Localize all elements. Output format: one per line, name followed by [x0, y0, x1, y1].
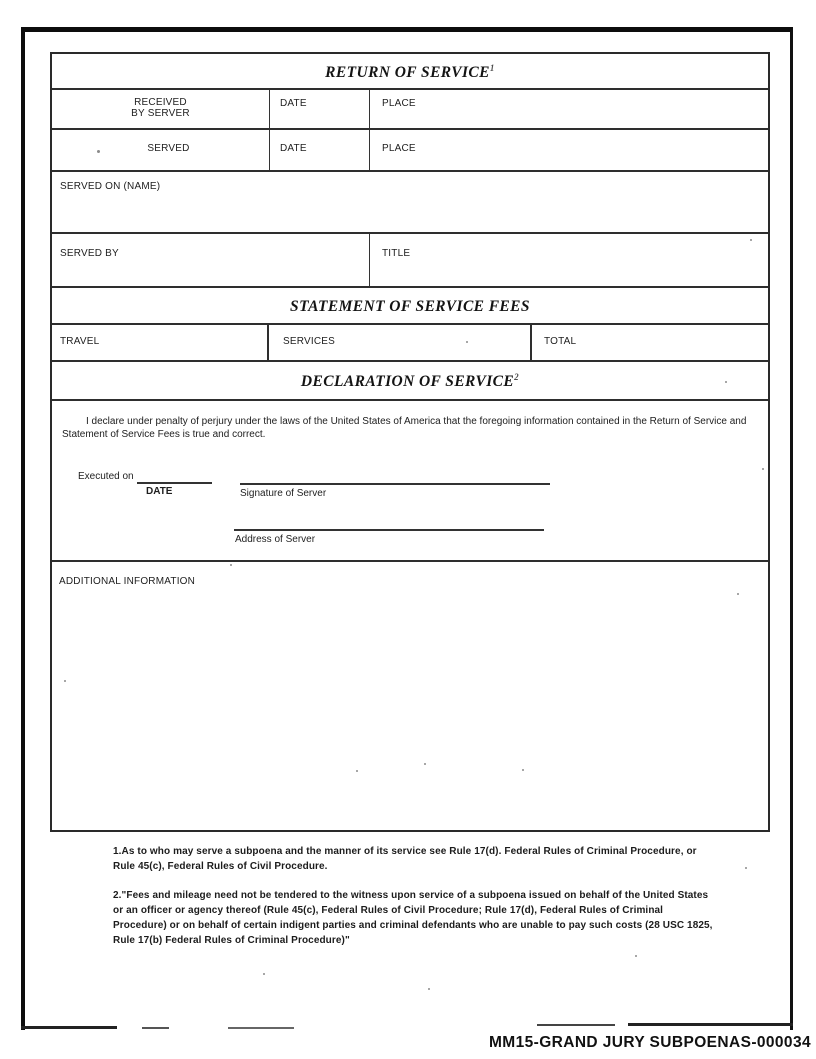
page-border-fragment — [628, 1023, 793, 1026]
place-label: PLACE — [382, 98, 416, 109]
signature-of-server-label: Signature of Server — [240, 488, 327, 499]
travel-cell — [52, 325, 267, 360]
return-of-service-title — [52, 54, 768, 82]
date-label: DATE — [280, 98, 307, 109]
scan-artifact-dot — [356, 770, 358, 772]
server-title-label: TITLE — [382, 248, 411, 259]
additional-information-box — [52, 562, 768, 830]
received-by-server-row — [52, 90, 768, 130]
served-row — [52, 130, 768, 172]
return-of-service-form — [50, 52, 770, 832]
declaration-title — [52, 362, 768, 391]
page-border-fragment — [228, 1027, 294, 1029]
declaration-statement: I declare under penalty of perjury under the laws of the United States of America that the foregoing information contained in the Return of Service and Statement of Service Fees is true and correct. — [62, 416, 747, 440]
footnote-ref-1: 1 — [489, 63, 495, 73]
bates-number: MM15-GRAND JURY SUBPOENAS-000034 — [488, 1034, 811, 1051]
scan-artifact-dot — [737, 593, 739, 595]
scan-artifact-dot — [745, 867, 747, 869]
total-label: TOTAL — [544, 336, 577, 347]
service-fees-row — [52, 325, 768, 362]
scan-artifact-dot — [64, 680, 66, 682]
page-border-fragment — [537, 1024, 615, 1026]
travel-label: TRAVEL — [60, 336, 100, 347]
served-on-name-label: SERVED ON (NAME) — [60, 181, 161, 192]
received-date-cell — [270, 90, 369, 128]
received-place-cell — [370, 90, 768, 128]
scan-artifact-dot — [762, 468, 764, 470]
declaration-title-text: DECLARATION OF SERVICE — [300, 373, 515, 390]
services-cell — [269, 325, 530, 360]
served-by-label: SERVED BY — [60, 248, 119, 259]
declaration-body — [52, 401, 768, 562]
total-cell — [532, 325, 768, 360]
executed-on-label: Executed on — [78, 471, 134, 482]
served-place-cell — [370, 130, 768, 170]
served-date-cell — [270, 130, 369, 170]
signature-line — [240, 483, 550, 485]
scan-artifact-dot — [428, 988, 430, 990]
services-label: SERVICES — [283, 336, 335, 347]
address-of-server-label: Address of Server — [235, 534, 316, 545]
served-label: SERVED — [147, 143, 190, 154]
place-label: PLACE — [382, 143, 416, 154]
date-label: DATE — [280, 143, 307, 154]
declaration-header-row — [52, 362, 768, 401]
scan-artifact-dot — [230, 564, 232, 566]
footnote-ref-2: 2 — [514, 372, 520, 382]
return-of-service-title-text: RETURN OF SERVICE — [325, 64, 490, 81]
scan-artifact-dot — [263, 973, 265, 975]
page-border-fragment — [142, 1027, 169, 1029]
additional-information-label: ADDITIONAL INFORMATION — [59, 576, 196, 587]
footnotes — [113, 844, 719, 962]
service-fees-header-row — [52, 288, 768, 325]
received-label-line1: RECEIVED — [134, 97, 187, 108]
executed-date-label: DATE — [146, 486, 173, 497]
received-by-server-cell — [52, 90, 269, 128]
scan-artifact-dot — [424, 763, 426, 765]
scan-artifact-dot — [750, 239, 752, 241]
scan-artifact-dot — [466, 341, 468, 343]
served-cell — [52, 130, 269, 170]
scan-artifact-dot — [97, 150, 100, 153]
footnote-1: 1.As to who may serve a subpoena and the manner of its service see Rule 17(d). Federal Rules of Criminal Procedure, or Rule 45(c), Federal Rules of Civil Procedure. — [113, 846, 697, 872]
served-by-title-row — [52, 234, 768, 288]
scan-artifact-dot — [522, 769, 524, 771]
executed-date-line — [137, 482, 212, 484]
return-of-service-header-row — [52, 54, 768, 90]
page-border-fragment — [21, 1026, 117, 1029]
service-fees-title: STATEMENT OF SERVICE FEES — [290, 298, 530, 315]
footnote-2: 2."Fees and mileage need not be tendered to the witness upon service of a subpoena issued on behalf of the United States or an officer or agency thereof (Rule 45(c), Federal Rules of Civil Procedure; Rule 17(d), Federal Rules of Criminal Procedure) or on behalf of certain indigent parties and criminal defendants who are unable to pay such costs (28 USC 1825, Rule 17(b) Federal Rules of Criminal Procedure)" — [113, 890, 713, 946]
served-by-cell — [52, 234, 369, 286]
served-on-name-row — [52, 172, 768, 234]
address-line — [234, 529, 544, 531]
scan-artifact-dot — [635, 955, 637, 957]
scan-artifact-dot — [725, 381, 727, 383]
server-title-cell — [370, 234, 768, 286]
received-label-line2: BY SERVER — [131, 108, 190, 119]
